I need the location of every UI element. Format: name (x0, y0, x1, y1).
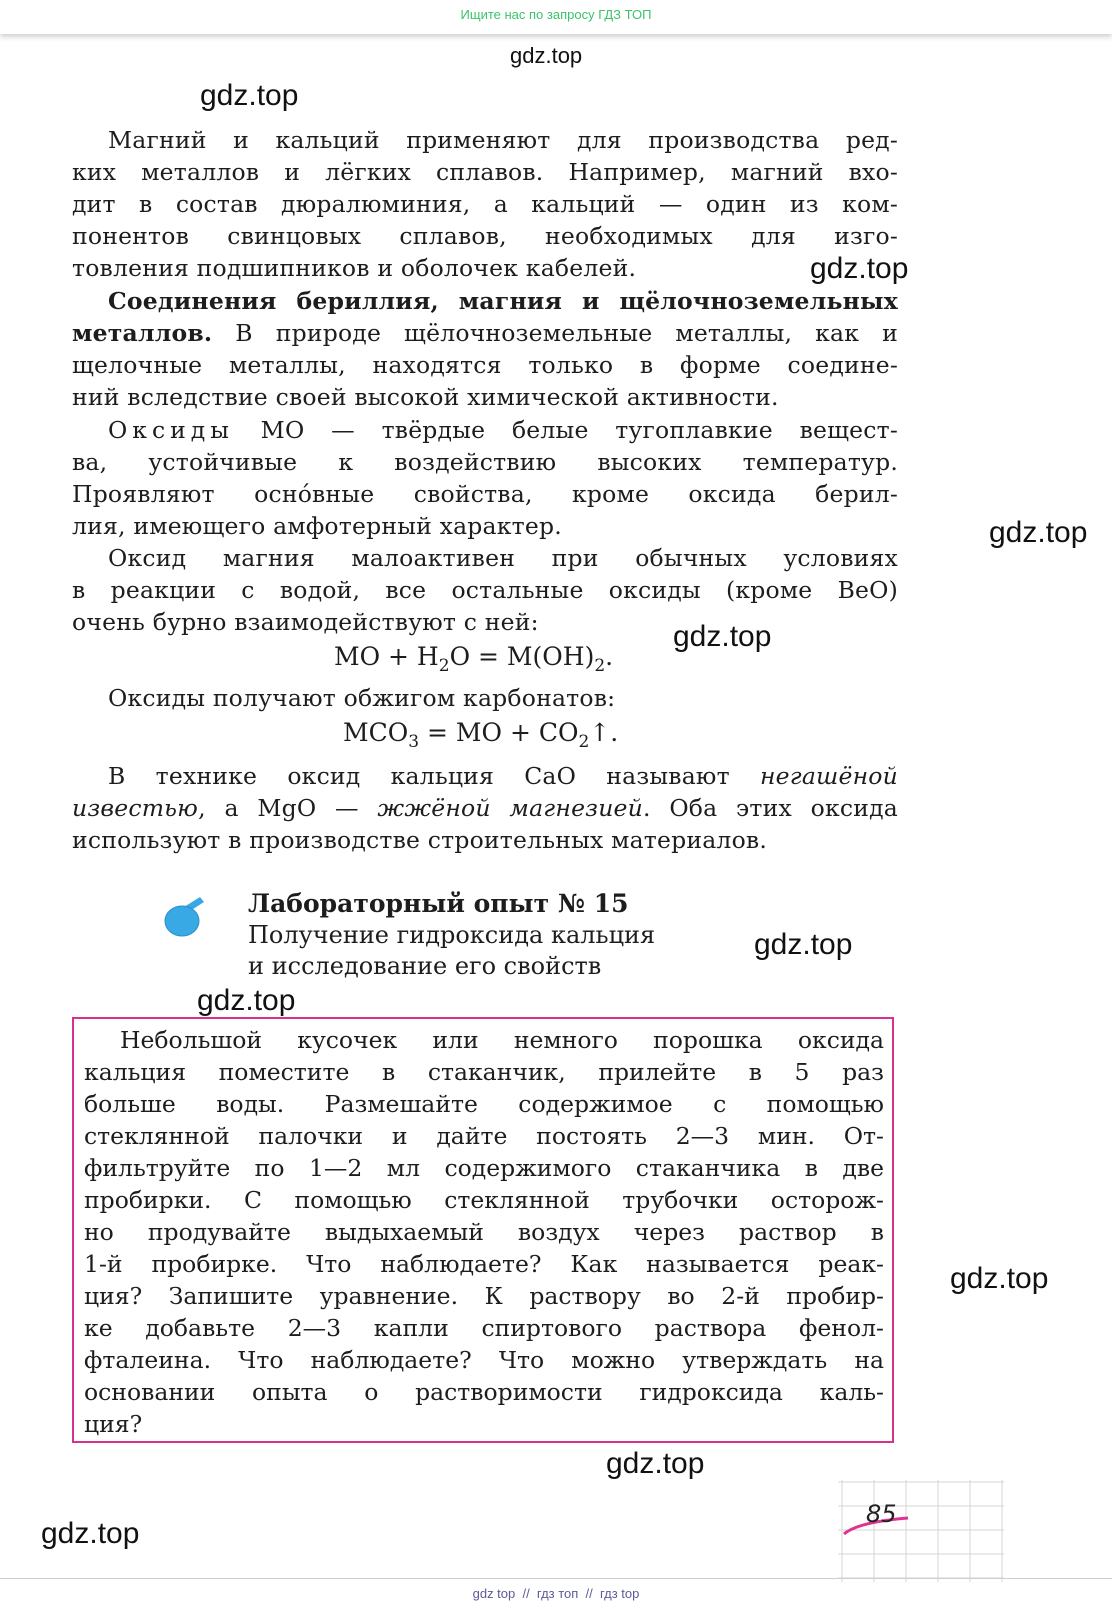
text-line: фталеина. Что наблюдаете? Что можно утверждать на (84, 1346, 884, 1374)
text-line: в реакции с водой, все остальные оксиды (кроме BeO) (72, 576, 898, 604)
lab-subtitle-line: Получение гидроксида кальция (248, 921, 656, 949)
formula-part: MO + H (334, 642, 439, 671)
intro-paragraph (72, 124, 898, 284)
italic-term: жжёной магнезией (377, 794, 643, 822)
text-line (72, 792, 898, 824)
text-line: Небольшой кусочек или немного порошка оксида (120, 1026, 884, 1054)
tech-paragraph (72, 760, 898, 856)
formula-part: . (605, 642, 614, 671)
text-line (72, 414, 898, 446)
text-line: Магний и кальций применяют для производства ред- (108, 126, 898, 154)
lab-title: Лабораторный опыт № 15 (248, 889, 629, 918)
footer-text: gdz top // гдз топ // гдз top (472, 1586, 640, 1601)
text-line: понентов свинцовых сплавов, необходимых для изго- (72, 222, 898, 250)
formula-carbonate (343, 718, 618, 752)
text-line: Оксиды получают обжигом карбонатов: (108, 684, 616, 712)
text-fragment: В природе щёлочноземельные металлы, как и (212, 319, 898, 347)
watermark: gdz.top (673, 620, 772, 653)
text-line: Оксид магния малоактивен при обычных условиях (108, 544, 898, 572)
text-line: пробирки. С помощью стеклянной трубочки осторож- (84, 1186, 884, 1214)
text-line: кальция поместите в стаканчик, прилейте в 5 раз (84, 1058, 884, 1086)
watermark: gdz.top (41, 1517, 140, 1550)
formula-part: = MO + CO (419, 718, 579, 747)
carbonates-paragraph (72, 682, 898, 714)
top-banner (0, 0, 1112, 34)
text-line: очень бурно взаимодействуют с ней: (72, 608, 539, 636)
watermark: gdz.top (510, 43, 583, 68)
text-line: стеклянной палочки и дайте постоять 2—3 мин. От- (84, 1122, 884, 1150)
footer (0, 1578, 1112, 1611)
mgo-paragraph (72, 542, 898, 638)
page-number: 85 (866, 1500, 897, 1528)
text-line: ва, устойчивые к воздействию высоких температур. (72, 448, 898, 476)
italic-term: известью (72, 794, 199, 822)
spaced-term: Оксиды (108, 416, 234, 444)
watermark: gdz.top (606, 1447, 705, 1480)
text-line: товления подшипников и оболочек кабелей. (72, 254, 637, 282)
lab-instructions (84, 1024, 884, 1440)
banner-text: Ищите нас по запросу ГДЗ ТОП (460, 7, 652, 22)
formula-part: ↑. (589, 718, 619, 747)
text-line: лия, имеющего амфотерный характер. (72, 512, 562, 540)
text-line: щелочные металлы, находятся только в форме соедине- (72, 351, 898, 379)
flask-icon (160, 894, 208, 938)
page-number-grid (838, 1478, 1004, 1582)
compounds-paragraph (72, 285, 898, 413)
subscript: 2 (438, 656, 450, 676)
text-line: больше воды. Размешайте содержимое с помощью (84, 1090, 884, 1118)
section-heading: Соединения бериллия, магния и щёлочноземельных (108, 287, 898, 315)
lab-header (248, 888, 748, 982)
text-fragment: MO — твёрдые белые тугоплавкие вещест- (233, 416, 898, 444)
formula-oxide-water (334, 642, 613, 676)
watermark: gdz.top (197, 984, 296, 1017)
watermark: gdz.top (989, 516, 1088, 549)
watermark: gdz.top (200, 79, 299, 112)
subscript: 3 (408, 732, 420, 752)
text-line (72, 760, 898, 792)
text-line: Проявляют оснóвные свойства, кроме оксида берил- (72, 480, 898, 508)
text-line: основании опыта о растворимости гидроксида каль- (84, 1378, 884, 1406)
watermark: gdz.top (810, 252, 909, 285)
text-fragment: , а MgO — (198, 794, 378, 822)
text-fragment: . Оба этих оксида (642, 794, 898, 822)
subscript: 2 (578, 732, 590, 752)
section-heading-end: металлов. (72, 319, 213, 347)
lab-subtitle-line: и исследование его свойств (248, 952, 602, 980)
oxides-paragraph (72, 414, 898, 542)
watermark: gdz.top (950, 1262, 1049, 1295)
text-line: 1-й пробирке. Что наблюдаете? Как называется реак- (84, 1250, 884, 1278)
text-line: ких металлов и лёгких сплавов. Например, магний вхо- (72, 158, 898, 186)
watermark: gdz.top (754, 928, 853, 961)
formula-part: MCO (343, 718, 409, 747)
text-line: ция? Запишите уравнение. К раствору во 2-й пробир- (84, 1282, 884, 1310)
text-line: ке добавьте 2—3 капли спиртового раствора фенол- (84, 1314, 884, 1342)
italic-term: негашёной (759, 762, 898, 790)
text-fragment: В технике оксид кальция CaO называют (108, 762, 760, 790)
subscript: 2 (594, 656, 606, 676)
text-line: используют в производстве строительных материалов. (72, 826, 768, 854)
text-line: фильтруйте по 1—2 мл содержимого стаканчика в две (84, 1154, 884, 1182)
text-line: но продувайте выдыхаемый воздух через раствор в (84, 1218, 884, 1246)
text-line (72, 317, 898, 349)
text-line: дит в состав дюралюминия, а кальций — один из ком- (72, 190, 898, 218)
text-line: ний вследствие своей высокой химической активности. (72, 383, 779, 411)
formula-part: O = M(OH) (449, 642, 595, 671)
text-line: ция? (84, 1410, 143, 1438)
